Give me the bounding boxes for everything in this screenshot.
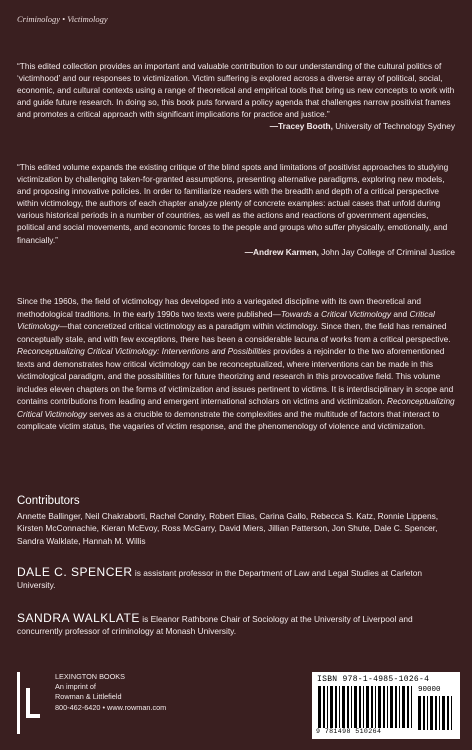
endorsement-quote-1 — [17, 60, 455, 133]
editor-1-name: DALE C. SPENCER — [17, 565, 133, 579]
publisher-contact: 800-462-6420 • www.rowman.com — [55, 702, 167, 712]
book-description — [17, 295, 455, 433]
isbn-barcode — [312, 672, 460, 739]
barcode-number: 9 781498 510264 — [316, 728, 382, 735]
quote-1-attribution — [17, 120, 455, 132]
price-code: 90000 — [418, 686, 441, 694]
editor-2-name: SANDRA WALKLATE — [17, 611, 140, 625]
description-title: Towards a Critical Victimology — [280, 308, 392, 319]
description-title: Reconceptualizing Critical Victimology: Interventions and Possibilities — [17, 346, 271, 356]
description-text: serves as a crucible to demonstrate the complexities and the multitude of factors that interact to complicate victim status, the vagaries of victim response, and the phenomenology of violence and victimization. — [17, 408, 440, 431]
quote-2-attribution — [17, 246, 455, 258]
description-text: provides a rejoinder to the two aforementioned texts and demonstrates how critical victimology can be reconceptualized, where interventions can be made in this victimological paradigm, and the possibilities for future theorizing and research in this provocative field. This volume includes eleven chapters on the forms of victimization and issues pertinent to victims. It is interdisciplinary in scope and contains contributions from leading and emergent international scholars on victims and victimization. — [17, 346, 454, 406]
quote-1-text: “This edited collection provides an important and valuable contribution to our understanding of the cultural politics of ‘victimhood’ and our responses to victimization. Victim suffering is explored across a diverse array of political, social, economic, and cultural contexts using a range of theoretical and empirical tools that bring us new concepts to work with and guide future research. In doing so, this book puts forward a policy agenda that challenges narrow positivist frames and promotes a critical approach with significant implications for practice and justice.” — [17, 61, 455, 120]
description-text: and — [391, 308, 410, 319]
lexington-logo-icon — [17, 672, 51, 734]
quote-1-affiliation: University of Technology Sydney — [332, 121, 455, 132]
isbn-label: ISBN 978-1-4985-1026-4 — [317, 675, 430, 684]
quote-1-author: —Tracey Booth, — [269, 121, 333, 132]
category-label: Criminology • Victimology — [17, 14, 108, 24]
editor-bio-2 — [17, 612, 457, 638]
endorsement-quote-2 — [17, 161, 455, 258]
publisher-imprint: An imprint of — [55, 682, 96, 692]
contributors-list: Annette Ballinger, Neil Chakraborti, Rachel Condry, Robert Elias, Carina Gallo, Rebecca S. Katz, Ronnie Lippens, Kirsten McConnachie, Kieran McEvoy, Ross McGarry, David Miers, Jillian Patterson, Jon Shute, Dale C. Spencer, Sandra Walklate, Hannah M. Willis — [17, 511, 439, 546]
editor-2-text: is Eleanor Rathbone Chair of Sociology at the University of Liverpool and concurrently professor of criminology at Monash University. — [17, 614, 413, 637]
description-title: Reconceptualizing Critical Victimology — [17, 396, 455, 419]
contributors-heading: Contributors — [17, 495, 80, 507]
description-text: Since the 1960s, the field of victimology has developed into a variegated discipline with its own theoretical and methodological traditions. In the early 1990s two texts were published— — [17, 296, 422, 319]
editor-1-text: is assistant professor in the Department of Law and Legal Studies at Carleton University. — [17, 568, 423, 591]
quote-2-author: —Andrew Karmen, — [244, 246, 319, 257]
barcode-bars-icon — [318, 686, 414, 728]
editor-bio-1 — [17, 566, 457, 592]
description-text: —that concretized critical victimology as a paradigm within victimology. Since then, the field has remained conceptually stale, and with few exceptions, there has been a considerable lacuna of works from a critical perspective. — [17, 321, 451, 344]
publisher-name: LEXINGTON BOOKS — [55, 672, 126, 681]
publisher-info — [55, 672, 166, 713]
quote-2-text: “This edited volume expands the existing critique of the blind spots and limitations of positivist approaches to studying victimization by challenging taken-for-granted assumptions, presenting alternative paradigms, exploring new models, and proposing innovative policies. In order to familiarize readers with the breadth and depth of a critical perspective within victimology, the authors of each chapter analyze plenty of concrete examples: actual cases that unfold during various historical periods in a number of countries, as well as the actions and reactions of government agencies, political and social movements, and economic forces to the people and groups who suffer physically, emotionally, and financially.” — [17, 162, 449, 245]
quote-2-affiliation: John Jay College of Criminal Justice — [318, 246, 455, 257]
description-title: Critical Victimology — [17, 308, 435, 331]
publisher-parent: Rowman & Littlefield — [55, 692, 122, 702]
price-bars-icon — [418, 696, 452, 732]
